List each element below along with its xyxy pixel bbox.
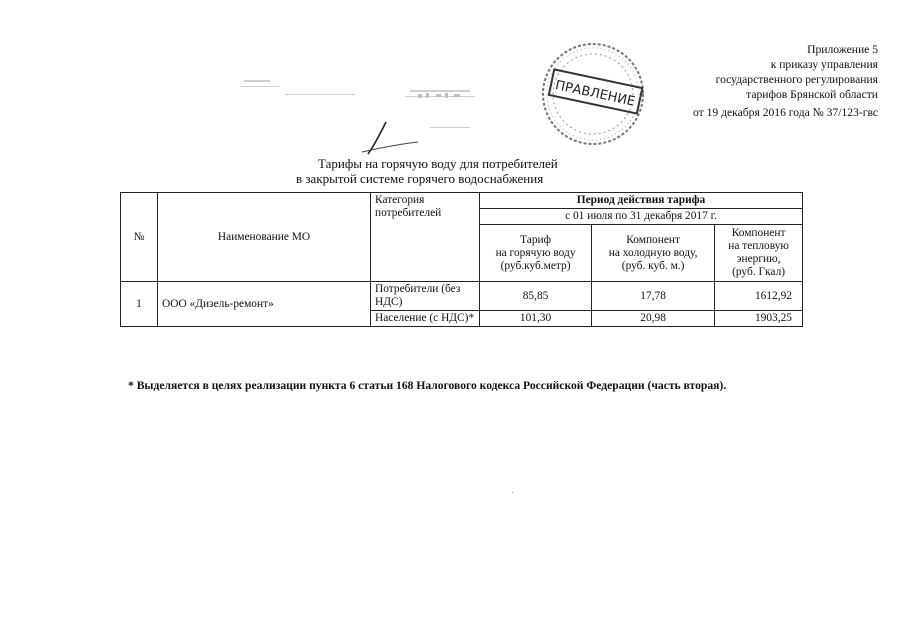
header-cold-water-component — [592, 225, 715, 282]
tariff-table — [120, 192, 803, 327]
annex-line: государственного регулирования — [715, 73, 878, 86]
header-text: на холодную воду, — [608, 246, 698, 259]
annex-line: к приказу управления — [770, 58, 878, 71]
header-text: на тепловую — [728, 240, 789, 252]
header-text: Тариф — [520, 233, 551, 246]
row-category: Потребители (без НДС) — [371, 282, 480, 311]
header-text: (руб.куб.метр) — [500, 259, 571, 272]
official-stamp — [538, 40, 648, 148]
header-dates: с 01 июля по 31 декабря 2017 г. — [480, 209, 803, 225]
row-heat-component: 1903,25 — [715, 311, 803, 327]
row-number: 1 — [121, 282, 158, 327]
header-hot-water-tariff — [480, 225, 592, 282]
stamp-text: ПРАВЛЕНИЕ — [553, 78, 637, 110]
annex-line: Приложение 5 — [807, 43, 878, 56]
table-row — [121, 282, 803, 311]
header-text: Компонент — [731, 227, 786, 239]
header-category: Категория потребителей — [371, 193, 480, 282]
row-heat-component: 1612,92 — [715, 282, 803, 311]
header-mo-name: Наименование МО — [158, 193, 371, 282]
header-heat-component — [715, 225, 803, 282]
header-text: энергию, — [736, 253, 781, 265]
signature — [360, 118, 420, 158]
row-hot-water-tariff: 101,30 — [480, 311, 592, 327]
row-category: Население (с НДС)* — [371, 311, 480, 327]
annex-date-line: от 19 декабря 2016 года № 37/123-гвс — [693, 106, 878, 119]
header-text: на горячую воду — [495, 246, 576, 259]
annex-line: тарифов Брянской области — [746, 88, 878, 101]
row-cold-water-component: 20,98 — [592, 311, 715, 327]
row-mo-name: ООО «Дизель-ремонт» — [158, 282, 371, 327]
footnote: * Выделяется в целях реализации пункта 6 статьи 168 Налогового кодекса Российской Федерации (часть вторая). — [128, 379, 727, 392]
row-cold-water-component: 17,78 — [592, 282, 715, 311]
title-line-1: Тарифы на горячую воду для потребителей — [318, 156, 558, 171]
header-text: (руб. куб. м.) — [621, 259, 685, 272]
header-text: (руб. Гкал) — [732, 266, 786, 278]
annex-header — [693, 42, 878, 120]
row-hot-water-tariff: 85,85 — [480, 282, 592, 311]
header-text: Компонент — [626, 233, 680, 246]
scan-dot — [512, 492, 513, 493]
header-number: № — [121, 193, 158, 282]
title-line-2: в закрытой системе горячего водоснабжения — [296, 171, 544, 186]
document-title — [296, 156, 616, 186]
header-period: Период действия тарифа — [480, 193, 803, 209]
